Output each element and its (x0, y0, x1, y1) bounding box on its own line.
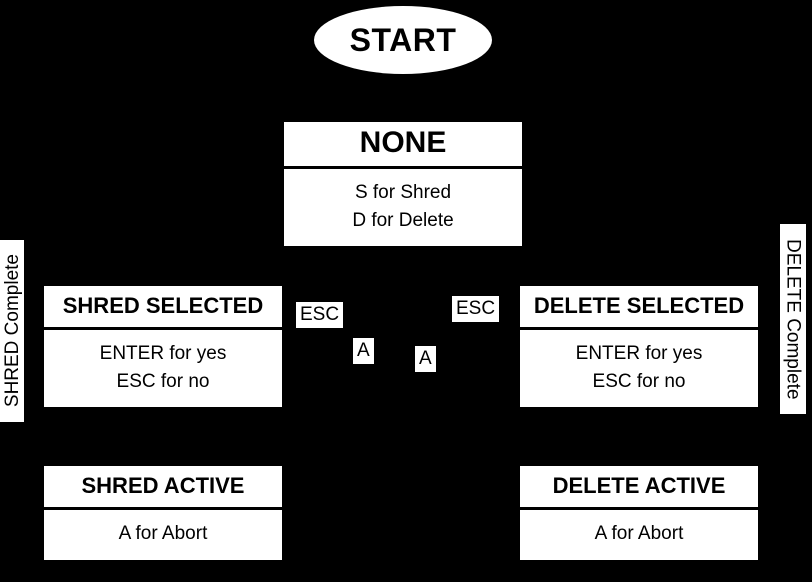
state-body-none (284, 169, 522, 246)
edge-label-delete-complete-text: DELETE Complete (782, 238, 804, 400)
state-body-line: A for Abort (594, 523, 684, 544)
state-node-none (284, 122, 522, 246)
edge-label-shred-complete-text: SHRED Complete (1, 254, 23, 408)
edge-label-shred-complete (0, 240, 24, 422)
state-body-line: A for Abort (118, 523, 208, 544)
state-body-line: ESC for no (592, 370, 686, 392)
edge-label-delete-complete (780, 224, 806, 414)
state-body-line: ESC for no (116, 370, 210, 392)
state-node-delete-active (520, 466, 758, 560)
state-title-none: NONE (284, 122, 522, 169)
edge-label-esc-left: ESC (296, 302, 343, 328)
state-body-delete-selected (520, 330, 758, 407)
state-body-delete-active (520, 510, 758, 560)
state-node-shred-selected (44, 286, 282, 407)
state-node-shred-active (44, 466, 282, 560)
state-body-line: ENTER for yes (575, 343, 703, 364)
state-body-line: S for Shred (354, 182, 452, 203)
start-node-label: START (349, 21, 457, 58)
state-node-delete-selected (520, 286, 758, 407)
state-body-shred-active (44, 510, 282, 560)
start-node (314, 6, 492, 74)
state-body-line: D for Delete (352, 209, 454, 231)
state-title-shred-selected: SHRED SELECTED (44, 286, 282, 330)
edge-label-a-right: A (415, 346, 436, 372)
state-body-shred-selected (44, 330, 282, 407)
state-title-shred-active: SHRED ACTIVE (44, 466, 282, 510)
state-title-delete-active: DELETE ACTIVE (520, 466, 758, 510)
state-title-delete-selected: DELETE SELECTED (520, 286, 758, 330)
edge-label-esc-right: ESC (452, 296, 499, 322)
edge-label-a-left: A (353, 338, 374, 364)
state-body-line: ENTER for yes (99, 343, 227, 364)
